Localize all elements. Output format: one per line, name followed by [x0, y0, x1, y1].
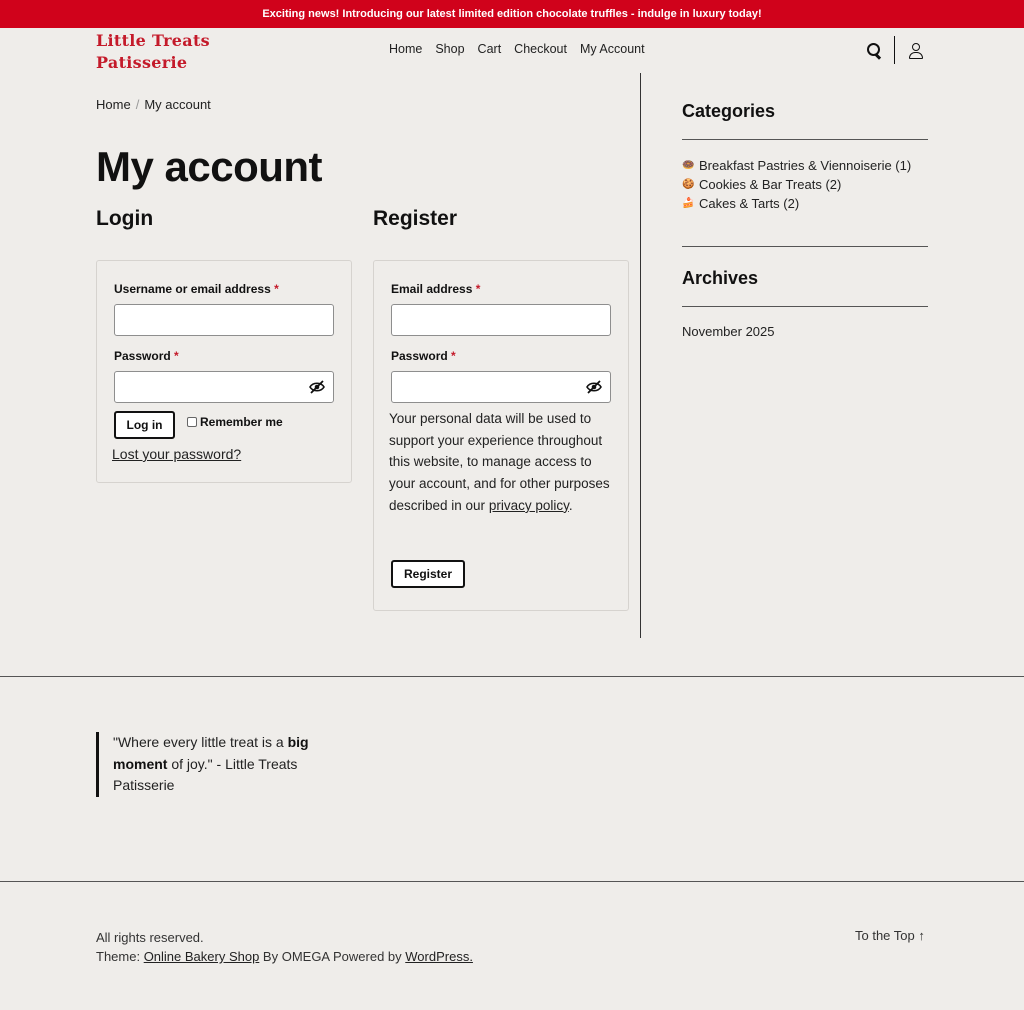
content-divider — [0, 676, 1024, 677]
divider — [682, 306, 928, 307]
search-icon[interactable] — [866, 42, 882, 58]
register-button[interactable]: Register — [391, 560, 465, 588]
username-label-text: Username or email address — [114, 282, 271, 296]
divider — [682, 246, 928, 247]
eye-slash-icon[interactable] — [309, 380, 325, 394]
breadcrumb-home[interactable]: Home — [96, 97, 131, 112]
login-password-label-text: Password — [114, 349, 171, 363]
quote-text-end: of joy." - Little Treats Patisserie — [113, 755, 298, 793]
category-label[interactable]: Cookies & Bar Treats (2) — [699, 177, 842, 192]
theme-by: By OMEGA Powered by — [259, 949, 406, 964]
quote-emphasis: big moment — [113, 734, 309, 772]
username-input[interactable] — [114, 304, 334, 336]
remember-me[interactable] — [187, 415, 283, 429]
category-label[interactable]: Breakfast Pastries & Viennoiserie (1) — [699, 158, 912, 173]
breadcrumb-current: My account — [144, 97, 211, 112]
footer-credits — [96, 928, 473, 966]
category-label[interactable]: Cakes & Tarts (2) — [699, 196, 800, 211]
rights-text: All rights reserved. — [96, 930, 204, 945]
nav-cart[interactable]: Cart — [477, 42, 502, 56]
login-password-label — [114, 349, 179, 363]
header-icons — [866, 36, 923, 64]
category-item[interactable] — [682, 194, 911, 213]
site-logo[interactable] — [96, 30, 210, 74]
email-label-text: Email address — [391, 282, 473, 296]
category-item[interactable] — [682, 175, 911, 194]
remember-label: Remember me — [200, 415, 283, 429]
user-icon[interactable] — [909, 42, 923, 58]
nav-home[interactable]: Home — [389, 42, 423, 56]
category-list — [682, 156, 911, 213]
nav-checkout[interactable]: Checkout — [514, 42, 567, 56]
register-password-input[interactable] — [391, 371, 611, 403]
wordpress-link[interactable]: WordPress. — [405, 949, 473, 964]
login-button[interactable]: Log in — [114, 411, 175, 439]
login-password-input[interactable] — [114, 371, 334, 403]
required-mark: * — [174, 349, 179, 363]
privacy-notice — [389, 408, 619, 517]
to-top-link[interactable]: To the Top ↑ — [855, 928, 925, 943]
eye-slash-icon[interactable] — [586, 380, 602, 394]
archive-link[interactable]: November 2025 — [682, 324, 775, 339]
announcement-bar — [0, 0, 1024, 28]
announcement-text: Exciting news! Introducing our latest limited edition chocolate truffles - indulge in luxury today! — [262, 8, 762, 20]
archives-title: Archives — [682, 268, 759, 288]
cake-icon: 🍰 — [682, 197, 695, 209]
lost-password-link[interactable]: Lost your password? — [112, 446, 242, 462]
remember-checkbox[interactable] — [187, 417, 197, 427]
breadcrumb-separator: / — [135, 97, 140, 112]
breadcrumb — [96, 97, 211, 112]
required-mark: * — [274, 282, 279, 296]
required-mark: * — [451, 349, 456, 363]
header-divider — [894, 36, 895, 64]
nav-my-account[interactable]: My Account — [579, 42, 645, 56]
main-nav — [389, 42, 645, 56]
quote-text-start: "Where every little treat is a — [113, 734, 288, 750]
username-label — [114, 282, 279, 296]
donut-icon: 🍩 — [682, 159, 695, 171]
register-title: Register — [373, 207, 458, 230]
email-label — [391, 282, 480, 296]
logo-line-2: Patisserie — [96, 53, 188, 72]
register-email-input[interactable] — [391, 304, 611, 336]
column-divider — [640, 73, 641, 638]
category-item[interactable] — [682, 156, 911, 175]
privacy-policy-link[interactable]: privacy policy — [488, 497, 569, 513]
theme-prefix: Theme: — [96, 949, 144, 964]
required-mark: * — [475, 282, 481, 296]
cookie-icon: 🍪 — [682, 178, 695, 190]
login-title: Login — [96, 207, 154, 230]
privacy-period: . — [568, 497, 573, 513]
divider — [682, 139, 928, 140]
register-password-label — [391, 349, 456, 363]
logo-line-1: Little Treats — [96, 31, 210, 50]
categories-title: Categories — [682, 101, 776, 121]
footer-divider — [0, 881, 1024, 882]
nav-shop[interactable]: Shop — [435, 42, 465, 56]
theme-credit — [96, 947, 473, 966]
register-password-label-text: Password — [391, 349, 448, 363]
quote-block — [96, 732, 336, 797]
theme-link[interactable]: Online Bakery Shop — [143, 949, 260, 964]
privacy-text: Your personal data will be used to support your experience throughout this website, to manage access to your account, and for other purposes described in our — [389, 411, 610, 513]
page-title: My account — [96, 143, 323, 190]
